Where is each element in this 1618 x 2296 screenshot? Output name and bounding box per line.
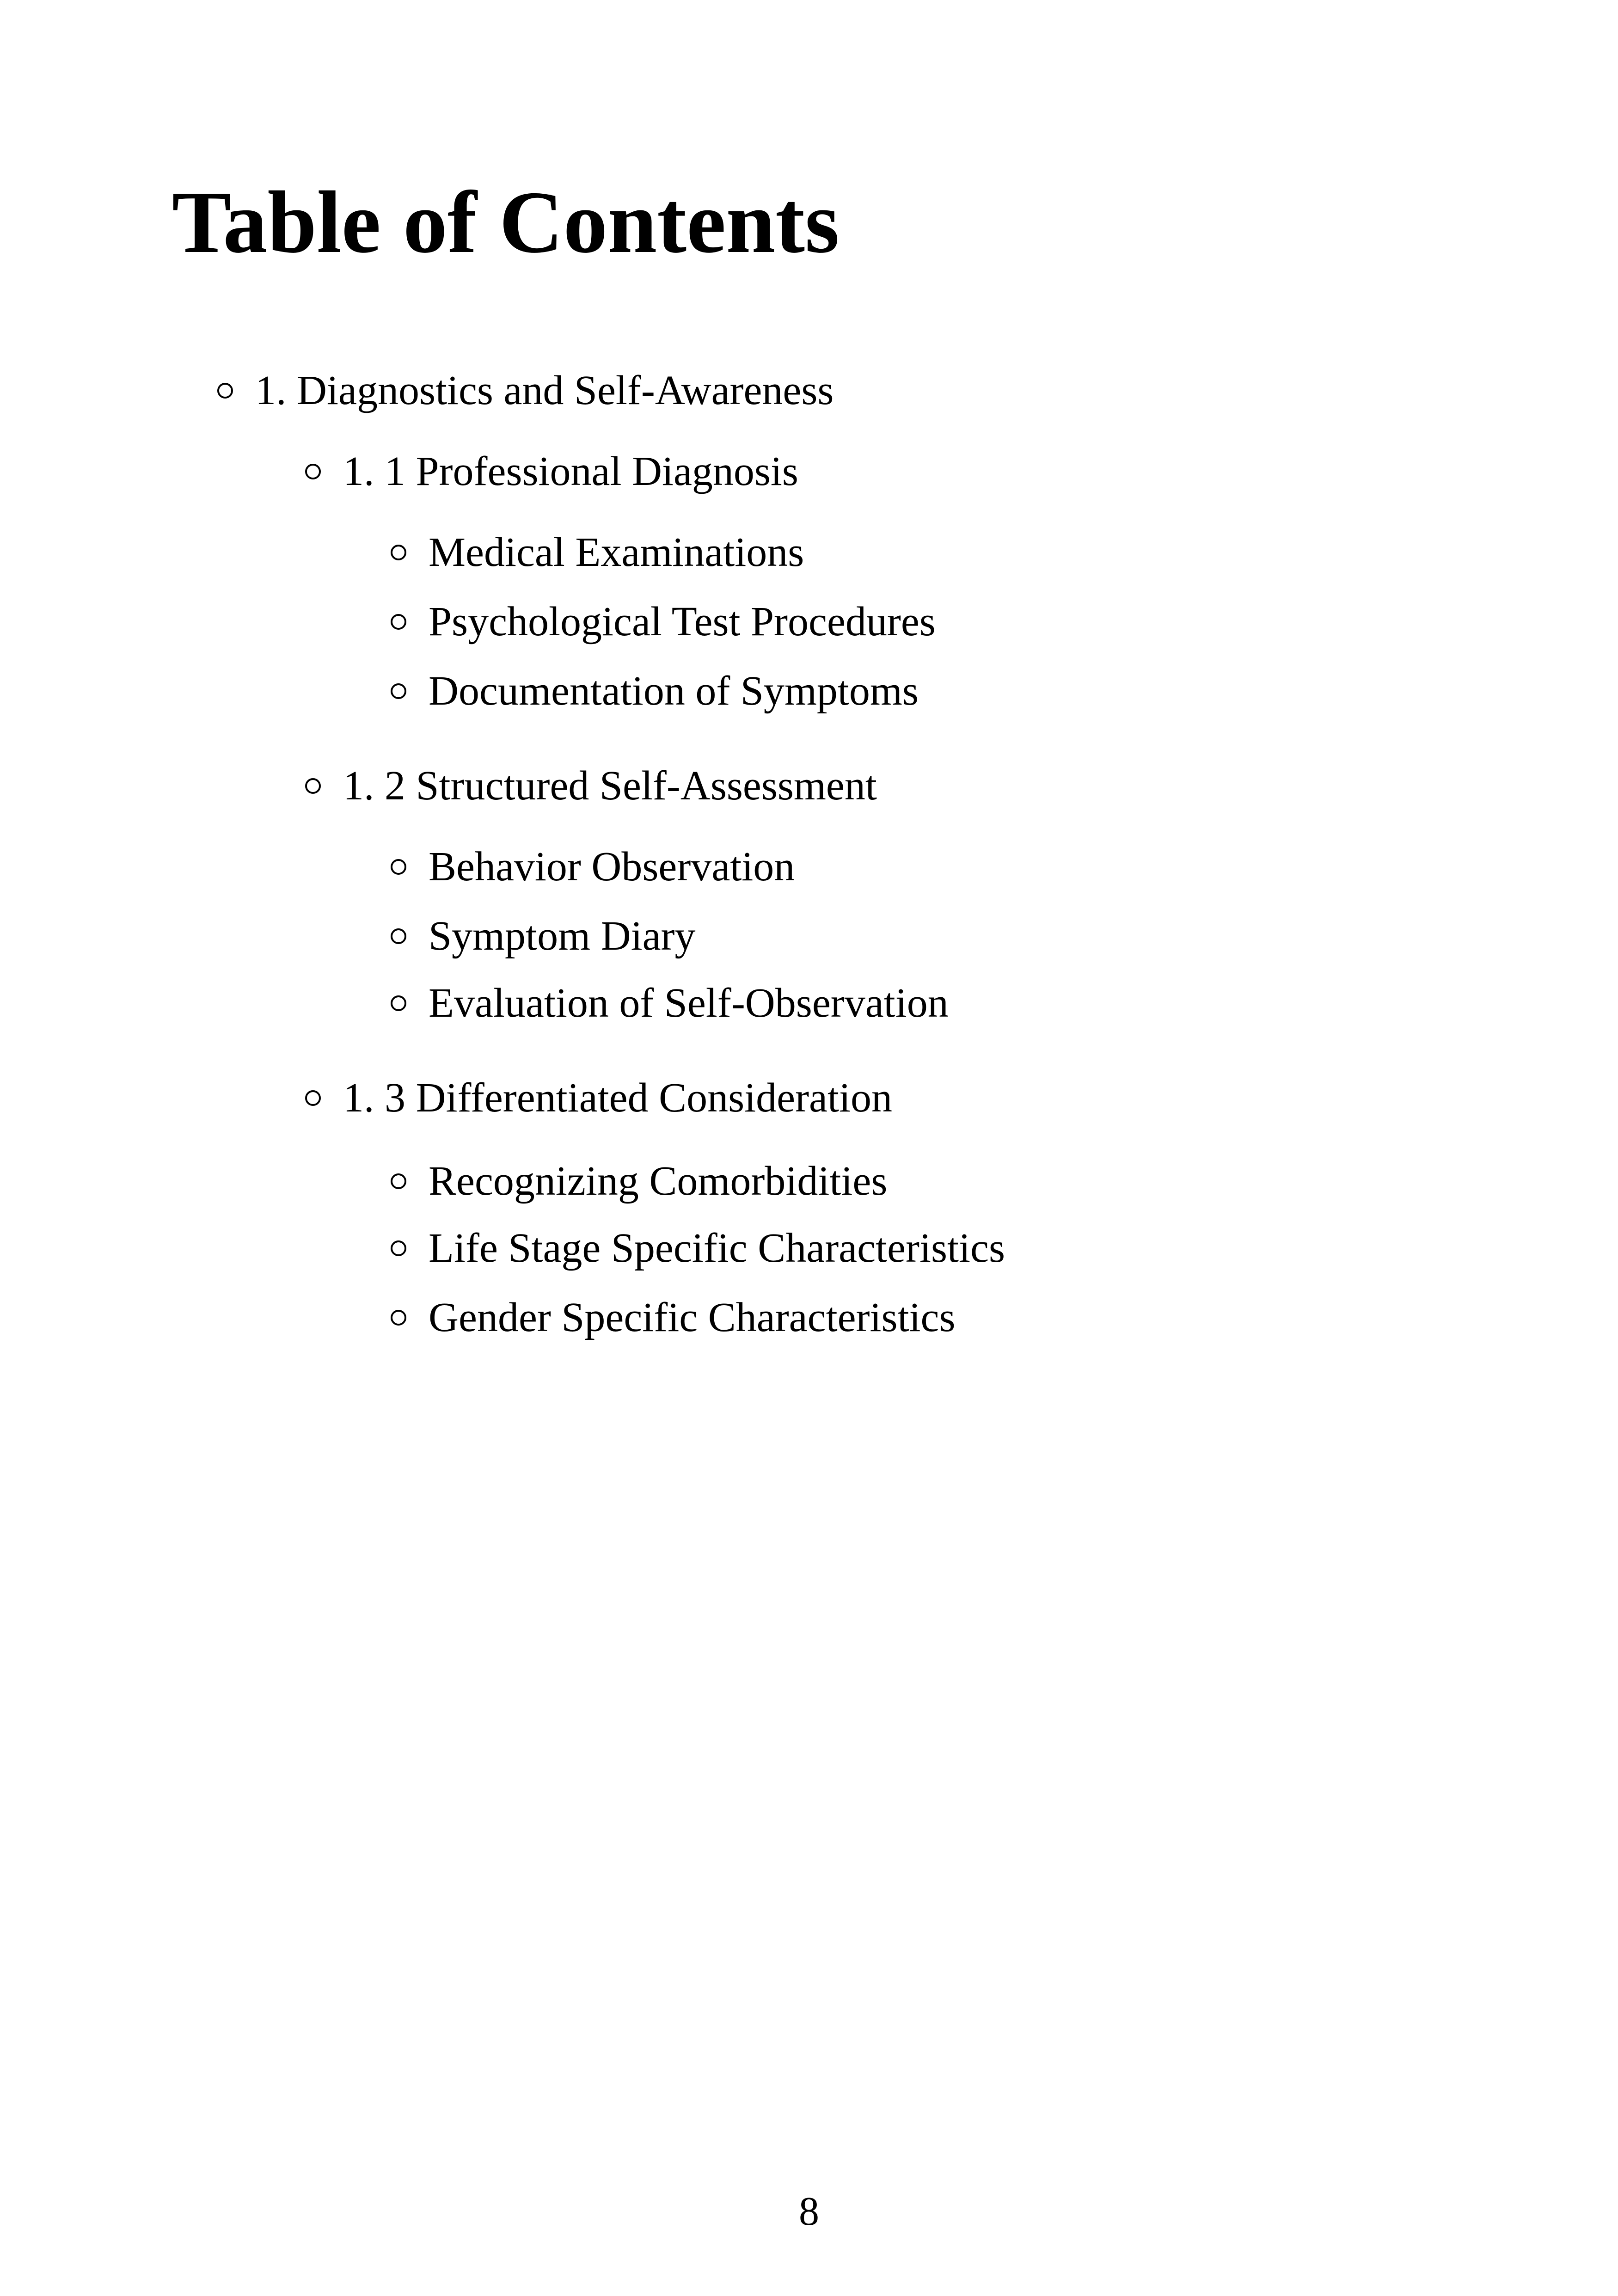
circle-bullet-icon (391, 545, 406, 560)
toc-entry-item[interactable] (391, 1160, 887, 1202)
toc-entry-label: Evaluation of Self-Observation (429, 980, 949, 1026)
circle-bullet-icon (305, 1090, 321, 1106)
circle-bullet-icon (391, 1310, 406, 1326)
circle-bullet-icon (305, 464, 321, 479)
toc-entry-item[interactable] (391, 1225, 1005, 1271)
toc-entry-item[interactable] (391, 670, 919, 712)
circle-bullet-icon (391, 995, 406, 1011)
toc-entry-item[interactable] (391, 1297, 956, 1338)
circle-bullet-icon (391, 683, 406, 699)
circle-bullet-icon (391, 1240, 406, 1256)
toc-entry-label: 1. Diagnostics and Self-Awareness (255, 368, 834, 413)
circle-bullet-icon (305, 778, 321, 794)
toc-entry-label: Gender Specific Characteristics (429, 1295, 956, 1340)
circle-bullet-icon (217, 383, 233, 399)
circle-bullet-icon (391, 614, 406, 630)
toc-entry-subsection-1-1[interactable] (305, 448, 798, 494)
circle-bullet-icon (391, 928, 406, 944)
circle-bullet-icon (391, 1173, 406, 1189)
toc-entry-label: Documentation of Symptoms (429, 668, 919, 714)
toc-entry-item[interactable] (391, 601, 936, 643)
toc-entry-label: Symptom Diary (429, 913, 696, 959)
toc-entry-label: Medical Examinations (429, 529, 804, 575)
circle-bullet-icon (391, 859, 406, 875)
toc-entry-label: 1. 3 Differentiated Consideration (343, 1075, 893, 1121)
toc-entry-item[interactable] (391, 529, 804, 575)
page-number: 8 (799, 2189, 819, 2234)
toc-entry-label: Life Stage Specific Characteristics (429, 1225, 1005, 1271)
toc-entry-label: Psychological Test Procedures (429, 599, 936, 645)
toc-entry-subsection-1-2[interactable] (305, 765, 877, 807)
toc-entry-item[interactable] (391, 915, 696, 957)
toc-entry-label: Recognizing Comorbidities (429, 1158, 888, 1204)
toc-entry-label: 1. 1 Professional Diagnosis (343, 448, 798, 494)
toc-entry-item[interactable] (391, 846, 795, 888)
toc-entry-section-1[interactable] (217, 370, 834, 411)
toc-entry-item[interactable] (391, 982, 949, 1024)
toc-entry-subsection-1-3[interactable] (305, 1077, 892, 1119)
toc-entry-label: Behavior Observation (429, 844, 795, 890)
page-title: Table of Contents (172, 173, 840, 271)
toc-entry-label: 1. 2 Structured Self-Assessment (343, 763, 877, 809)
